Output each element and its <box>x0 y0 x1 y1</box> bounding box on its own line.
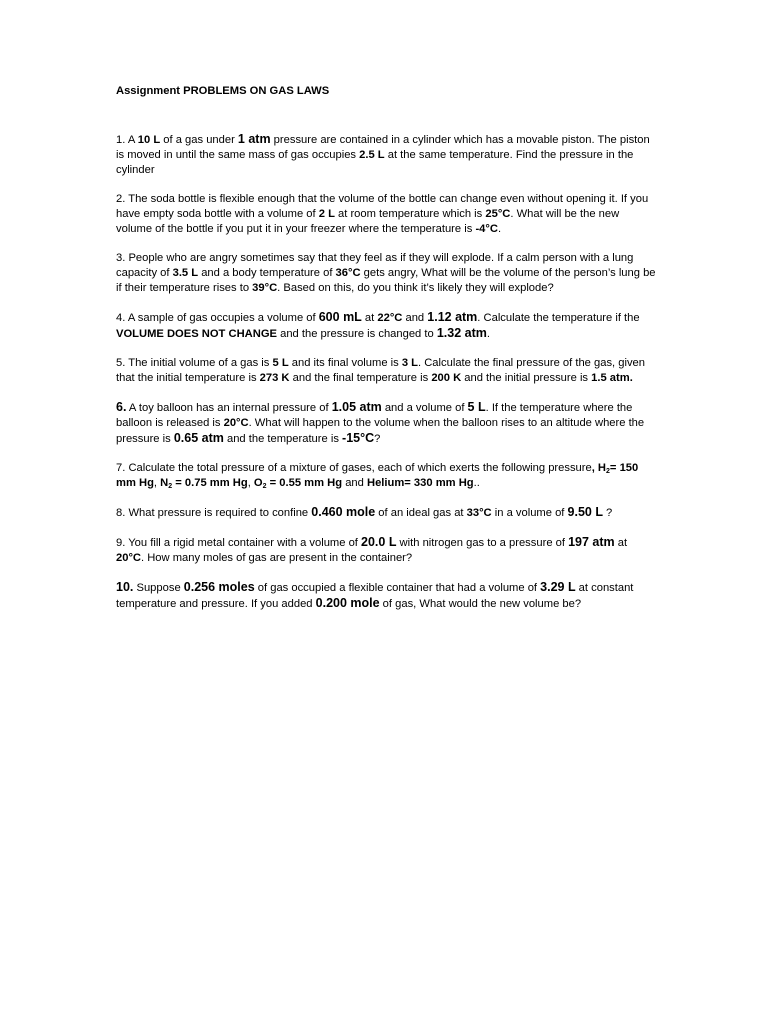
problem-text-run: , <box>153 477 161 489</box>
problem-text-run: 20°C <box>116 552 141 564</box>
problem-text-run: = 0.55 mm Hg <box>266 477 343 489</box>
problem-text-run: at <box>361 312 378 324</box>
problem-text-run: Suppose <box>133 582 184 594</box>
problem-text-run: 7. Calculate the total pressure of a mixture of gases, each of which exerts the following pressure <box>116 462 592 474</box>
problem-text-run: VOLUME DOES NOT CHANGE <box>116 328 277 340</box>
problem-text-run: 0.256 moles <box>183 580 255 594</box>
problem-8 <box>116 505 656 521</box>
problem-text-run: pressure are contained in a cylinder which has a movable piston. The piston is moved in until the same mass of gas occupies <box>116 134 650 161</box>
problem-text-run: 2 L <box>318 208 335 220</box>
problem-text-run: 25°C <box>485 208 511 220</box>
problem-text-run: at constant temperature and pressure. If you added <box>116 582 634 610</box>
problem-text-run: . <box>497 223 502 235</box>
problem-text-run: . What will happen to the volume when the balloon rises to an altitude where the pressure is <box>116 417 645 445</box>
problem-text-run: . Based on this, do you think it’s likely they will explode? <box>277 282 554 294</box>
problem-text-run: 10. <box>116 580 134 594</box>
problem-text-run: 8. What pressure is required to confine <box>116 507 312 519</box>
problem-9 <box>116 535 656 566</box>
problem-text-run: 0.460 mole <box>311 505 376 519</box>
problem-text-run: 2.5 L <box>359 149 385 161</box>
problem-text-run: and a body temperature of <box>198 267 336 279</box>
problem-text-run: at the same temperature. Find the pressure in the cylinder <box>116 149 634 176</box>
problem-1 <box>116 132 656 178</box>
problem-text-run: 5. The initial volume of a gas is <box>116 357 273 369</box>
problem-text-run: 3.29 L <box>540 580 576 594</box>
problem-text-run: ? <box>374 433 381 445</box>
problem-text-run: 9.50 L <box>567 505 603 519</box>
problem-text-run: 6. <box>116 400 127 414</box>
problem-text-run: 1.32 atm <box>436 326 487 340</box>
problem-text-run: gets angry, What will be the volume of the person’s lung be if their temperature rises to <box>116 267 656 294</box>
problem-text-run: 1.12 atm <box>427 310 478 324</box>
problem-text-run: 273 K <box>259 372 290 384</box>
problem-text-run: O <box>253 477 263 489</box>
problem-text-run: = 150 mm Hg <box>116 462 639 489</box>
problem-text-run: 2 <box>168 483 173 490</box>
problem-text-run: , <box>247 477 254 489</box>
problem-text-run: 20.0 L <box>361 535 397 549</box>
problem-text-run: 200 K <box>431 372 462 384</box>
problem-text-run: of an ideal gas at <box>375 507 467 519</box>
problem-text-run: 1 atm <box>237 132 271 146</box>
problem-text-run: 4. A sample of gas occupies a volume of <box>116 312 319 324</box>
problem-text-run: ? <box>602 507 613 519</box>
problem-text-run: 0.65 atm <box>173 431 224 445</box>
problem-text-run: 1. A <box>116 134 138 146</box>
problem-text-run: 2. The soda bottle is flexible enough that the volume of the bottle can change even without opening it. If you have empty soda bottle with a volume of <box>116 193 649 220</box>
problem-text-run: at room temperature which is <box>334 208 486 220</box>
problem-7 <box>116 461 656 491</box>
problem-text-run: 9. You fill a rigid metal container with a volume of <box>116 537 362 549</box>
problem-2 <box>116 192 656 237</box>
problem-text-run: 0.200 mole <box>315 596 380 610</box>
problem-text-run: 3 L <box>401 357 419 369</box>
problem-text-run: of gas, What would the new volume be? <box>379 598 582 610</box>
problem-text-run: 600 mL <box>318 310 362 324</box>
problem-text-run: and the initial pressure is <box>461 372 592 384</box>
problem-text-run: at <box>614 537 628 549</box>
problem-text-run: 5 L <box>272 357 289 369</box>
problem-text-run: , H <box>591 462 607 474</box>
problem-text-run: in a volume of <box>491 507 568 519</box>
problem-text-run: 2 <box>606 468 610 475</box>
problem-text-run: . What will be the new volume of the bottle if you put it in your freezer where the temperature is <box>116 208 620 235</box>
problem-text-run: . If the temperature where the balloon is released is <box>116 402 633 429</box>
problem-text-run: 39°C <box>252 282 278 294</box>
problem-text-run: of gas occupied a flexible container that had a volume of <box>254 582 541 594</box>
problem-text-run: 2 <box>262 483 267 490</box>
problem-text-run: 1.05 atm <box>331 400 382 414</box>
problem-4 <box>116 310 656 342</box>
problem-text-run: 20°C <box>223 417 249 429</box>
problem-text-run: . How many moles of gas are present in the container? <box>141 552 413 564</box>
problem-text-run: 33°C <box>466 507 492 519</box>
problem-text-run: and its final volume is <box>288 357 402 369</box>
problem-text-run: N <box>160 477 169 489</box>
problem-text-run: with nitrogen gas to a pressure of <box>396 537 569 549</box>
problem-3 <box>116 251 656 296</box>
problem-list <box>116 132 656 612</box>
problem-text-run: 1.5 atm. <box>591 372 633 384</box>
problem-text-run: . Calculate the final pressure of the gas, given that the initial temperature is <box>116 357 646 384</box>
problem-text-run: = 0.75 mm Hg <box>172 477 248 489</box>
problem-text-run: .. <box>473 477 480 489</box>
problem-6 <box>116 400 656 447</box>
document-title: Assignment PROBLEMS ON GAS LAWS <box>116 85 330 97</box>
problem-text-run: and <box>342 477 367 489</box>
problem-text-run: 36°C <box>335 267 361 279</box>
problem-text-run: -15°C <box>342 431 375 445</box>
problem-text-run: and the final temperature is <box>289 372 432 384</box>
problem-text-run: 3.5 L <box>172 267 199 279</box>
problem-text-run: and the pressure is changed to <box>276 328 437 340</box>
problem-5 <box>116 356 656 386</box>
problem-text-run: and a volume of <box>381 402 468 414</box>
document-body <box>116 84 656 626</box>
problem-text-run: Helium= 330 mm Hg <box>366 477 474 489</box>
problem-text-run: . Calculate the temperature if the <box>477 312 640 324</box>
problem-text-run: and <box>402 312 428 324</box>
problem-text-run: -4°C <box>475 223 498 235</box>
problem-text-run: 197 atm <box>568 535 615 549</box>
problem-text-run: 10 L <box>137 134 161 146</box>
problem-text-run: 5 L <box>467 400 486 414</box>
problem-text-run: . <box>486 328 490 340</box>
problem-10 <box>116 580 656 612</box>
problem-text-run: and the temperature is <box>223 433 343 445</box>
problem-text-run: 22°C <box>377 312 403 324</box>
problem-text-run: of a gas under <box>160 134 238 146</box>
problem-text-run: 3. People who are angry sometimes say that they feel as if they will explode. If a calm person with a lung capacity of <box>116 252 634 279</box>
problem-text-run: A toy balloon has an internal pressure of <box>126 402 332 414</box>
